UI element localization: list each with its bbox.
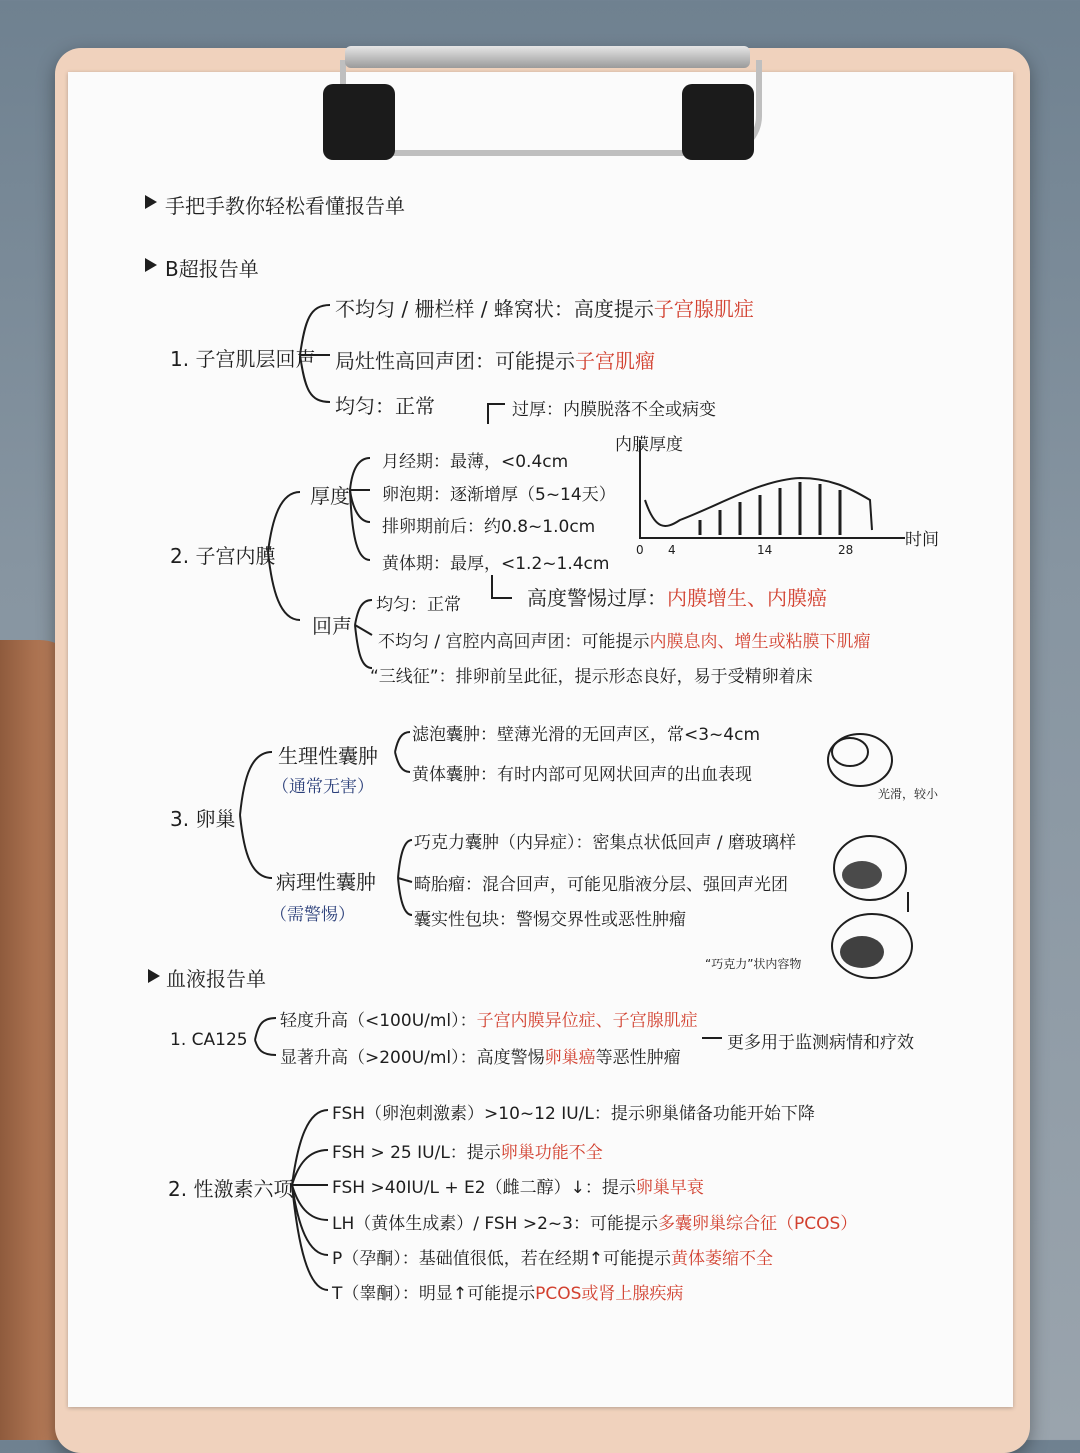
echo-label: 回声	[312, 614, 352, 638]
page-title: 手把手教你轻松看懂报告单	[165, 194, 405, 218]
physiological-note: （通常无害）	[272, 777, 374, 797]
ca125-note: 更多用于监测病情和疗效	[727, 1033, 914, 1053]
smooth-note: 光滑，较小	[878, 787, 939, 801]
muscle-line2: 局灶性高回声团：可能提示子宫肌瘤	[335, 349, 655, 373]
follicular-phase: 卵泡期：逐渐增厚（5~14天）	[382, 485, 616, 505]
triple-line-sign: “三线征”：排卵前呈此征，提示形态良好，易于受精卵着床	[370, 667, 813, 687]
follicle-cyst: 滤泡囊肿：壁薄光滑的无回声区，常<3~4cm	[412, 725, 761, 745]
fsh-line2: FSH > 25 IU/L：提示卵巢功能不全	[332, 1143, 603, 1163]
graph-tick: 28	[838, 543, 854, 557]
graph-x-label: 时间	[905, 530, 939, 550]
graph-tick: 14	[757, 543, 773, 557]
progesterone-line: P（孕酮）：基础值很低，若在经期↑可能提示黄体萎缩不全	[332, 1249, 773, 1269]
b-section-heading: B超报告单	[165, 257, 259, 281]
blood-section-heading: 血液报告单	[166, 967, 266, 991]
chocolate-note: “巧克力”状内容物	[705, 957, 802, 971]
graph-y-label: 内膜厚度	[615, 435, 683, 455]
over-thick-note: 过厚：内膜脱落不全或病变	[512, 400, 716, 420]
ovary-label: 3. 卵巢	[170, 807, 236, 831]
lh-line: LH（黄体生成素）/ FSH >2~3：可能提示多囊卵巢综合征（PCOS）	[332, 1214, 858, 1234]
muscle-line1: 不均匀 / 栅栏样 / 蜂窝状：高度提示子宫腺肌症	[335, 297, 754, 321]
ca125-label: 1. CA125	[170, 1030, 248, 1050]
bullet-icon	[145, 258, 157, 272]
ca125-mild: 轻度升高（<100U/ml）：子宫内膜异位症、子宫腺肌症	[280, 1011, 698, 1031]
testosterone-line: T（睾酮）：明显↑可能提示PCOS或肾上腺疾病	[332, 1284, 684, 1304]
pathological-cyst: 病理性囊肿	[276, 870, 376, 894]
uterine-muscle-label: 1. 子宫肌层回声	[170, 347, 316, 371]
bullet-icon	[148, 969, 160, 983]
hormones-label: 2. 性激素六项	[168, 1177, 294, 1201]
fsh-line1: FSH（卵泡刺激素）>10~12 IU/L：提示卵巢储备功能开始下降	[332, 1104, 815, 1124]
ca125-significant: 显著升高（>200U/ml）：高度警惕卵巢癌等恶性肿瘤	[280, 1048, 681, 1068]
endometrium-label: 2. 子宫内膜	[170, 544, 276, 568]
teratoma: 畸胎瘤：混合回声，可能见脂液分层、强回声光团	[414, 875, 788, 895]
physiological-cyst: 生理性囊肿	[278, 744, 378, 768]
muscle-line3: 均匀：正常	[335, 394, 435, 418]
pathological-note: （需警惕）	[270, 905, 355, 925]
thickness-label: 厚度	[310, 484, 350, 508]
menstrual-phase: 月经期：最薄，<0.4cm	[382, 452, 569, 472]
luteal-phase: 黄体期：最厚，<1.2~1.4cm	[382, 554, 610, 574]
ovulation-phase: 排卵期前后：约0.8~1.0cm	[382, 517, 596, 537]
echo-even: 均匀：正常	[376, 595, 461, 615]
graph-tick: 4	[668, 543, 676, 557]
bullet-icon	[145, 195, 157, 209]
luteal-cyst: 黄体囊肿：有时内部可见网状回声的出血表现	[412, 765, 752, 785]
thickness-alert: 高度警惕过厚：内膜增生、内膜癌	[527, 586, 827, 610]
fsh-line3: FSH >40IU/L + E2（雌二醇）↓：提示卵巢早衰	[332, 1178, 704, 1198]
echo-uneven: 不均匀 / 宫腔内高回声团：可能提示内膜息肉、增生或粘膜下肌瘤	[378, 632, 871, 652]
graph-tick: 0	[636, 543, 644, 557]
solid-mass: 囊实性包块：警惕交界性或恶性肿瘤	[414, 910, 686, 930]
chocolate-cyst: 巧克力囊肿（内异症）：密集点状低回声 / 磨玻璃样	[414, 833, 797, 853]
